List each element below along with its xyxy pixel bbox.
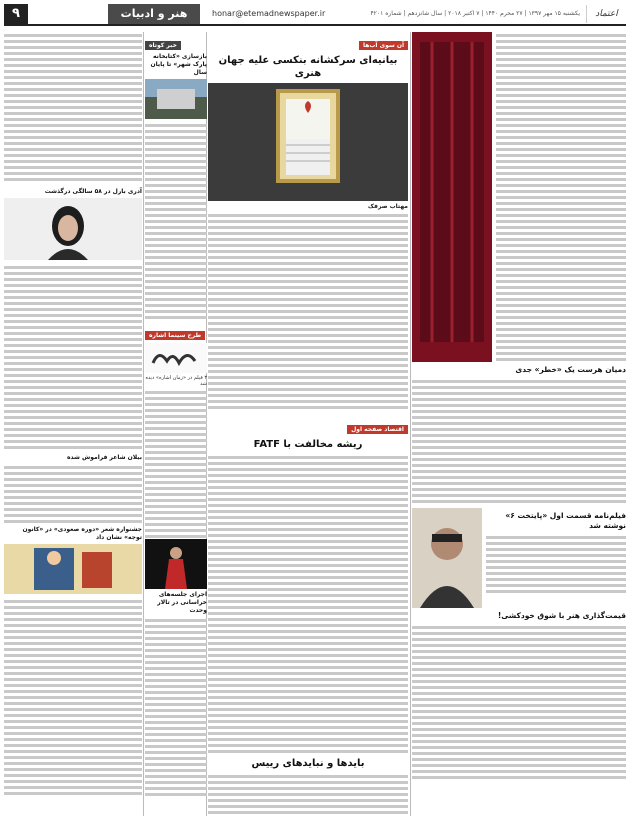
library-photo (145, 79, 207, 119)
body-text (145, 122, 207, 322)
headline-concert: اجرای جلسه‌های خراسانی در تالار وحدت (157, 591, 207, 614)
body-text (145, 389, 207, 539)
right-column (412, 32, 626, 816)
banksy-photo (208, 83, 408, 201)
body-text (208, 212, 408, 412)
body-text (145, 617, 207, 797)
byline: مهتاب صرفک (367, 203, 408, 210)
newspaper-logo: اعتماد (586, 5, 626, 23)
body-text (496, 32, 626, 362)
dateline: یکشنبه ۱۵ مهر ۱۳۹۷ | ۲۷ محرم ۱۴۴۰ | ۷ اکتبر ۲۰۱۸ | سال شانزدهم | شماره ۴۲۰۱ (370, 10, 580, 17)
suicide-headline: قیمت‌گذاری هنر با شوق خودکشی! (497, 611, 626, 620)
narrow-column (145, 32, 207, 816)
center-column (208, 32, 408, 816)
headline-obituary: آدری بارل در ۵۸ سالگی درگذشت (44, 188, 142, 195)
body-text (412, 378, 626, 508)
news-brief-kicker: خبر کوتاه (145, 41, 181, 50)
overseas-kicker: آن سوی آب‌ها (359, 41, 408, 50)
section-email: honar@etemadnewspaper.ir (212, 9, 326, 18)
singer-photo (145, 539, 207, 589)
headline-poetry-festival: جشنواره شعر «دوره صعودی» در «کانون توجه» نشان داد (22, 526, 142, 541)
president-headline: بایدها و نبایدهای رییس (251, 758, 365, 769)
body-text (208, 454, 408, 754)
body-text (4, 264, 142, 450)
portrait-photo (4, 198, 142, 260)
cinema-caption: ۳ فیلم در «زمان اشاره» دیده شد (145, 375, 207, 387)
economy-kicker: اقتصاد صفحه اول (347, 425, 408, 434)
body-text (4, 598, 142, 798)
body-text (412, 624, 626, 784)
cinema-kicker: طرح سینما اشاره (145, 331, 205, 340)
fatf-headline: ریشه مخالفت با FATF (253, 439, 363, 450)
shredded-painting-photo (412, 32, 492, 362)
director-photo (412, 508, 482, 608)
body-text (208, 773, 408, 816)
masthead (4, 4, 626, 26)
headline-forgotten-poet: بیلان شاعر فراموش شده (66, 454, 142, 461)
body-text (486, 534, 626, 594)
painting-photo (4, 544, 142, 594)
column-rule (143, 32, 144, 816)
body-text (4, 32, 142, 182)
hirst-headline: دمیان هرست یک «خطر» جدی (515, 365, 626, 374)
hands-photo (145, 343, 207, 373)
section-title: هنر و ادبیات (108, 4, 200, 24)
capital-headline: فیلم‌نامه قسمت اول «پایتخت ۶» نوشته شد (505, 511, 626, 530)
body-text (4, 464, 142, 524)
headline-library: بازسازی «کتابخانه پارک شهر» تا پایان سال (150, 53, 207, 76)
page-number: ۹ (4, 4, 28, 24)
banksy-headline: بیانیه‌ای سرکشانه بنکسی علیه جهان هنری (218, 55, 398, 79)
left-column (4, 32, 142, 816)
column-rule (410, 32, 411, 816)
